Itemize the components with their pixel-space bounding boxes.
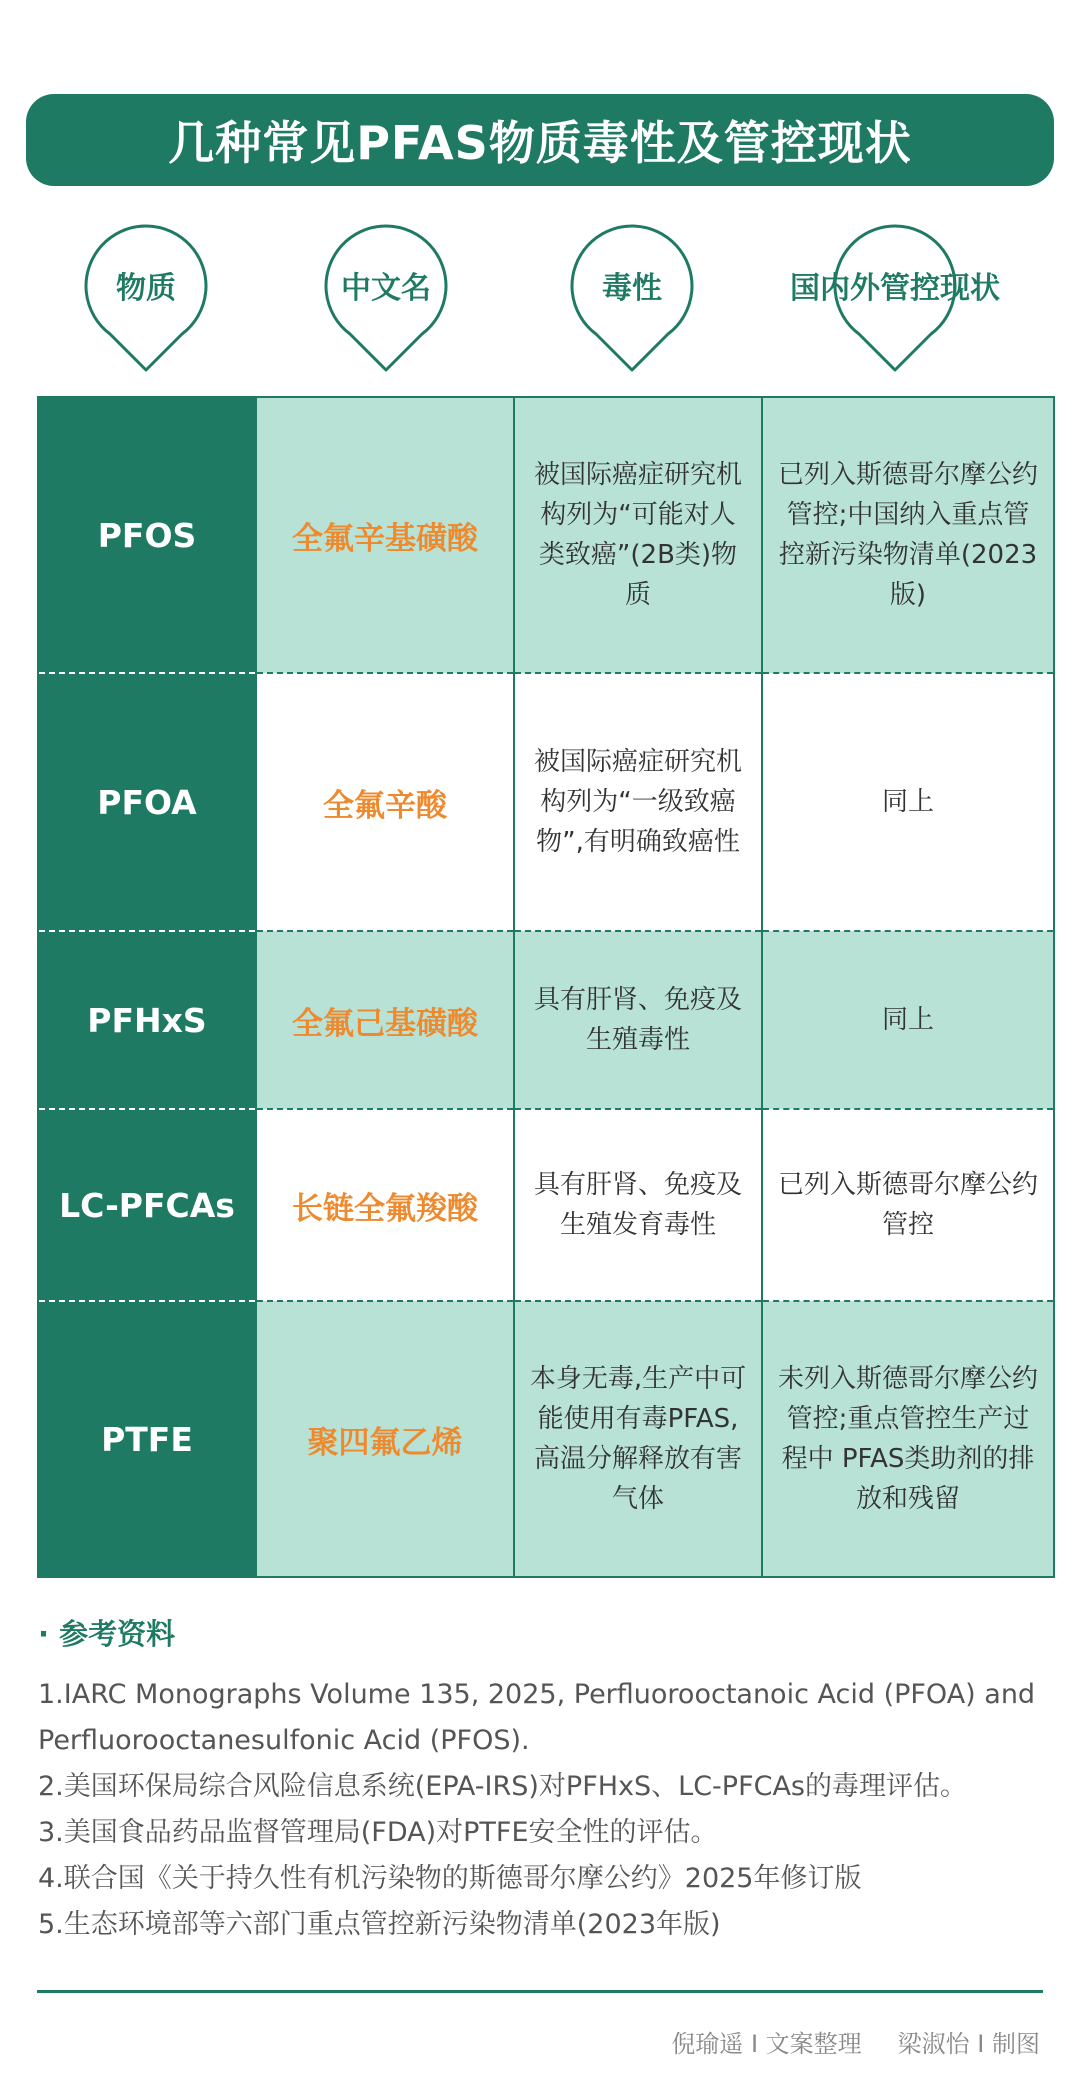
badge-label: 中文名 bbox=[341, 271, 431, 306]
footer-divider bbox=[37, 1990, 1043, 1993]
badge-chinese-name bbox=[322, 222, 450, 372]
reference-item: 4.联合国《关于持久性有机污染物的斯德哥尔摩公约》2025年修订版 bbox=[38, 1863, 862, 1894]
chinese-name-cell: 全氟辛酸 bbox=[256, 673, 514, 931]
table-row bbox=[38, 673, 1054, 931]
toxicity-cell: 被国际癌症研究机构列为“可能对人类致癌”(2B类)物质 bbox=[514, 397, 762, 673]
references-heading: · 参考资料 bbox=[38, 1617, 176, 1651]
page-title: 几种常见PFAS物质毒性及管控现状 bbox=[26, 94, 1054, 186]
regulation-cell: 同上 bbox=[762, 673, 1054, 931]
reference-item: 2.美国环保局综合风险信息系统(EPA-IRS)对PFHxS、LC-PFCAs的毒理评估。 bbox=[38, 1771, 967, 1802]
regulation-cell: 同上 bbox=[762, 931, 1054, 1109]
pfas-table bbox=[37, 396, 1055, 1578]
badge-toxicity bbox=[568, 222, 696, 372]
chinese-name-cell: 全氟辛基磺酸 bbox=[256, 397, 514, 673]
substance-cell: PFOA bbox=[38, 673, 256, 931]
badge-regulation bbox=[790, 222, 1000, 372]
toxicity-cell: 具有肝肾、免疫及生殖发育毒性 bbox=[514, 1109, 762, 1301]
credits bbox=[671, 2024, 1040, 2059]
badge-substance bbox=[82, 222, 210, 372]
header-badges bbox=[0, 222, 1080, 372]
chinese-name-cell: 长链全氟羧酸 bbox=[256, 1109, 514, 1301]
credit-writer: 倪瑜遥 I 文案整理 bbox=[671, 2030, 862, 2058]
substance-cell: PFHxS bbox=[38, 931, 256, 1109]
reference-item: 1.IARC Monographs Volume 135, 2025, Perfluorooctanoic Acid (PFOA) and Perfluorooctanesulfonic Acid (PFOS). bbox=[38, 1679, 1036, 1756]
regulation-cell: 已列入斯德哥尔摩公约管控 bbox=[762, 1109, 1054, 1301]
toxicity-cell: 本身无毒,生产中可能使用有毒PFAS,高温分解释放有害气体 bbox=[514, 1301, 762, 1577]
substance-cell: PFOS bbox=[38, 397, 256, 673]
credit-designer: 梁淑怡 I 制图 bbox=[897, 2030, 1040, 2058]
toxicity-cell: 具有肝肾、免疫及生殖毒性 bbox=[514, 931, 762, 1109]
badge-label: 毒性 bbox=[602, 271, 662, 306]
reference-item: 5.生态环境部等六部门重点管控新污染物清单(2023年版) bbox=[38, 1909, 721, 1940]
table-row bbox=[38, 1109, 1054, 1301]
chinese-name-cell: 全氟己基磺酸 bbox=[256, 931, 514, 1109]
substance-cell: LC-PFCAs bbox=[38, 1109, 256, 1301]
badge-label: 物质 bbox=[116, 271, 176, 306]
badge-label: 国内外管控现状 bbox=[790, 271, 1000, 306]
references-list bbox=[38, 1672, 1048, 1948]
table-row bbox=[38, 397, 1054, 673]
regulation-cell: 已列入斯德哥尔摩公约管控;中国纳入重点管控新污染物清单(2023版) bbox=[762, 397, 1054, 673]
toxicity-cell: 被国际癌症研究机构列为“一级致癌物”,有明确致癌性 bbox=[514, 673, 762, 931]
reference-item: 3.美国食品药品监督管理局(FDA)对PTFE安全性的评估。 bbox=[38, 1817, 718, 1848]
table-row bbox=[38, 1301, 1054, 1577]
chinese-name-cell: 聚四氟乙烯 bbox=[256, 1301, 514, 1577]
table-row bbox=[38, 931, 1054, 1109]
regulation-cell: 未列入斯德哥尔摩公约管控;重点管控生产过程中 PFAS类助剂的排放和残留 bbox=[762, 1301, 1054, 1577]
substance-cell: PTFE bbox=[38, 1301, 256, 1577]
